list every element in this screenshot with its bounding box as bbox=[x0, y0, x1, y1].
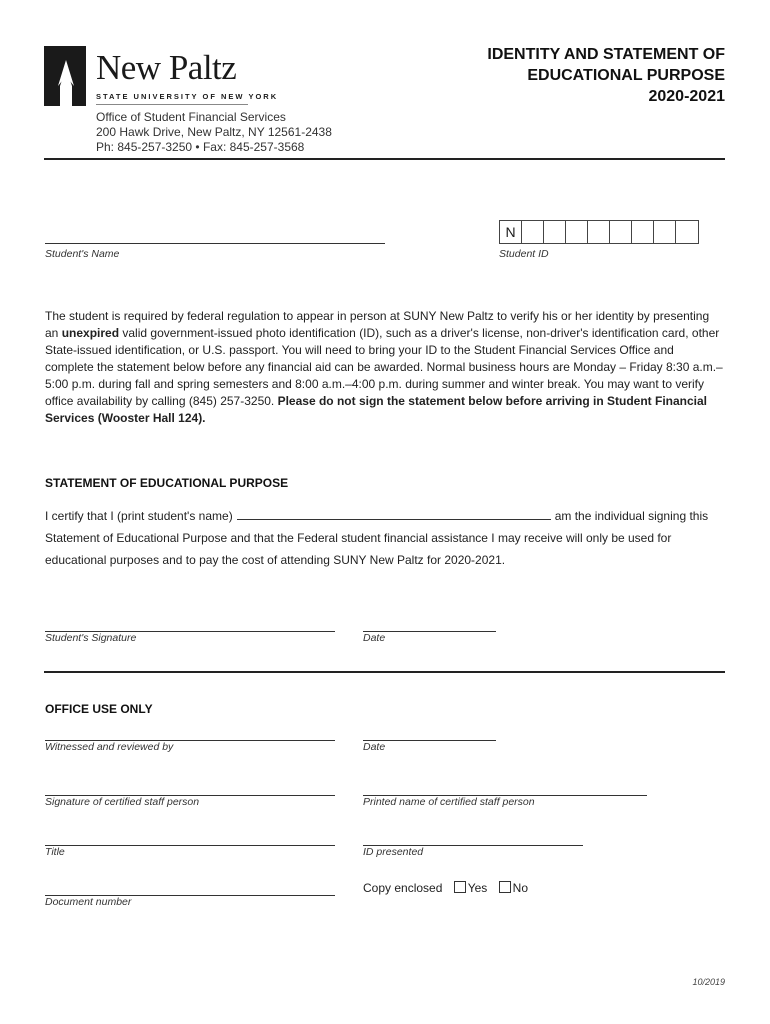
certify-prefix: I certify that I (print student's name) bbox=[45, 509, 233, 523]
office-address: 200 Hawk Drive, New Paltz, NY 12561-2438 bbox=[96, 125, 332, 139]
brand-underline bbox=[96, 104, 248, 105]
student-id-boxes[interactable] bbox=[499, 220, 699, 244]
new-paltz-logo-mark bbox=[44, 46, 86, 106]
certify-rest: Statement of Educational Purpose and that the Federal student financial assistance I may receive will only be used for educational purposes and to pay the cost of attending SUNY New Paltz for 2020-2021. bbox=[45, 531, 672, 567]
instructions-paragraph bbox=[45, 308, 725, 427]
copy-yes-checkbox[interactable] bbox=[454, 881, 466, 893]
document-number-caption: Document number bbox=[45, 896, 132, 908]
form-title bbox=[487, 44, 725, 107]
student-id-caption: Student ID bbox=[499, 248, 549, 260]
office-name: Office of Student Financial Services bbox=[96, 110, 286, 124]
printed-name-field[interactable] bbox=[237, 507, 551, 520]
office-use-heading: OFFICE USE ONLY bbox=[45, 702, 153, 716]
brand-name: New Paltz bbox=[96, 48, 237, 87]
student-name-field[interactable] bbox=[45, 243, 385, 244]
instructions-emphasis-unexpired: unexpired bbox=[61, 326, 120, 340]
staff-signature-caption: Signature of certified staff person bbox=[45, 796, 200, 808]
header-divider bbox=[44, 158, 725, 160]
brand-subtitle: STATE UNIVERSITY OF NEW YORK bbox=[96, 92, 279, 101]
copy-no-label: No bbox=[512, 881, 528, 895]
copy-enclosed-row bbox=[363, 881, 528, 895]
office-use-divider bbox=[44, 671, 725, 673]
instructions-text-1: The student is required by federal regulation to appear in person at SUNY New Paltz to verify his or her identity by presenting an bbox=[45, 309, 710, 340]
title-line-2: EDUCATIONAL PURPOSE bbox=[527, 67, 725, 84]
office-info bbox=[96, 110, 332, 155]
witnessed-caption: Witnessed and reviewed by bbox=[45, 741, 174, 753]
student-id-digit[interactable] bbox=[522, 221, 544, 243]
signature-date-caption: Date bbox=[363, 632, 386, 644]
certify-statement bbox=[45, 505, 725, 571]
title-caption: Title bbox=[45, 846, 65, 858]
student-id-digit[interactable] bbox=[676, 221, 698, 243]
student-id-digit[interactable] bbox=[632, 221, 654, 243]
copy-enclosed-label: Copy enclosed bbox=[363, 881, 443, 895]
student-id-prefix: N bbox=[500, 221, 522, 243]
id-presented-caption: ID presented bbox=[363, 846, 424, 858]
office-phone: Ph: 845-257-3250 • Fax: 845-257-3568 bbox=[96, 140, 305, 154]
certify-suffix: am the individual signing this bbox=[554, 509, 709, 523]
student-id-digit[interactable] bbox=[588, 221, 610, 243]
revision-date: 10/2019 bbox=[692, 977, 725, 987]
copy-yes-label: Yes bbox=[467, 881, 488, 895]
instructions-text-2: valid government-issued photo identification (ID), such as a driver's license, non-driver's identification card, other State-issued identification, or U.S. passport. You will need to bring your ID to the Student Financial Services Office and complete the statement below before any financial aid can be awarded. Normal business hours are Monday – Friday 8:30 a.m.–5:00 p.m. during fall and spring semesters and 8:00 a.m.–4:00 p.m. during summer and winter break. You may want to verify office availability by calling (845) 257-3250. bbox=[45, 326, 723, 408]
printed-staff-name-caption: Printed name of certified staff person bbox=[363, 796, 535, 808]
student-id-digit[interactable] bbox=[566, 221, 588, 243]
statement-heading: STATEMENT OF EDUCATIONAL PURPOSE bbox=[45, 476, 289, 490]
student-name-caption: Student's Name bbox=[45, 248, 120, 260]
title-line-1: IDENTITY AND STATEMENT OF bbox=[487, 46, 725, 63]
student-signature-caption: Student's Signature bbox=[45, 632, 137, 644]
copy-no-checkbox[interactable] bbox=[499, 881, 511, 893]
student-id-digit[interactable] bbox=[654, 221, 676, 243]
title-field[interactable] bbox=[45, 845, 335, 846]
office-date-caption: Date bbox=[363, 741, 386, 753]
instructions-warning: Please do not sign the statement below before arriving in Student Financial Services (Wooster Hall 124). bbox=[45, 394, 707, 425]
student-id-digit[interactable] bbox=[544, 221, 566, 243]
title-year: 2020-2021 bbox=[648, 88, 725, 105]
student-id-digit[interactable] bbox=[610, 221, 632, 243]
